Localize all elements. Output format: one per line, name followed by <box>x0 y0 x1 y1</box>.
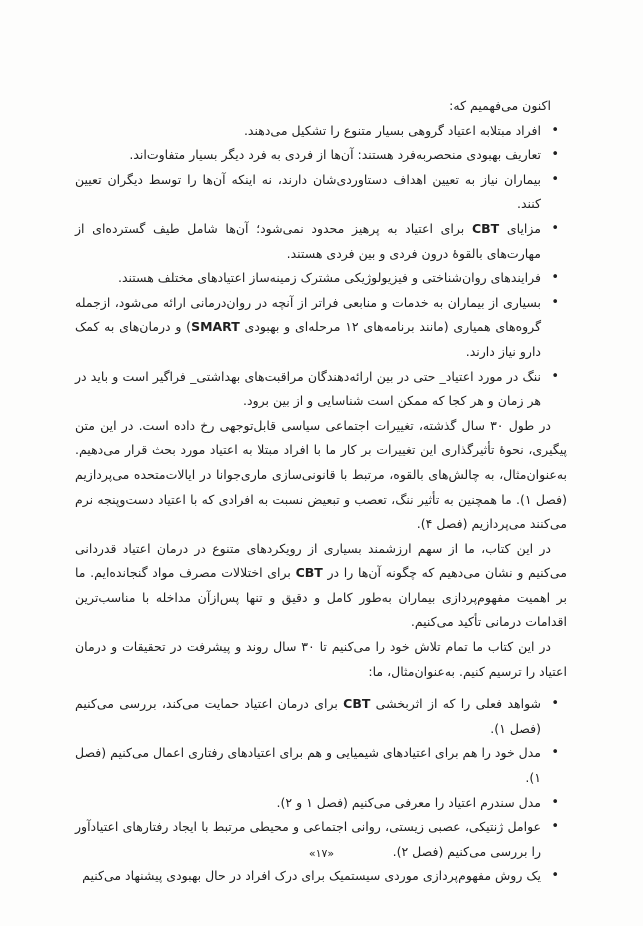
paragraph-3: در این کتاب ما تمام تلاش خود را می‌کنیم تا ۳۰ سال روند و پیشرفت در تحقیقات و درمان اعتیاد را ترسیم کنیم. به‌عنوان‌مثال، ما: <box>75 639 567 679</box>
list-item: • مدل سندرم اعتیاد را معرفی می‌کنیم (فصل ۱ و ۲). <box>75 791 567 816</box>
list-item: • عوامل ژنتیکی، عصبی زیستی، روانی اجتماعی و محیطی مرتبط با ایجاد رفتارهای اعتیادآور را بررسی می‌کنیم (فصل ۲). <box>75 815 567 864</box>
list-item: • ننگ در مورد اعتیاد_ حتی در بین ارائه‌دهندگان مراقبت‌های بهداشتی_ فراگیر است و باید در هر زمان و هر کجا که ممکن است شناسایی و از بین برود. <box>75 365 567 414</box>
bullet-list-overview <box>75 119 567 414</box>
paragraph-2: در این کتاب، ما از سهم ارزشمند بسیاری از رویکردهای متنوع در درمان اعتیاد قدردانی می‌کنیم و نشان می‌دهیم که چگونه آن‌ها را در CBT برای اختلالات مصرف مواد گنجانده‌ایم. ما بر اهمیت مفهوم‌پردازی بیماران به‌طور کامل و دقیق و تنها پس‌ازآن مداخله با مناسب‌ترین اقدامات درمانی تأکید می‌کنیم. <box>75 540 567 630</box>
list-item: • بسیاری از بیماران به خدمات و منابعی فراتر از آنچه در روان‌درمانی ارائه می‌شود، ازجمله گروه‌های همیاری (مانند برنامه‌های ۱۲ مرحله‌ای و بهبودی SMART) و درمان‌های به کمک دارو نیاز دارند. <box>75 291 567 365</box>
list-item: • بیماران نیاز به تعیین اهداف دستاوردی‌شان دارند، نه اینکه آن‌ها را توسط دیگران تعیین کنند. <box>75 168 567 217</box>
list-item: • مدل خود را هم برای اعتیادهای شیمیایی و هم برای اعتیادهای رفتاری اعمال می‌کنیم (فصل ۱). <box>75 741 567 790</box>
page-number: «۱۷» <box>308 847 335 860</box>
intro-line: اکنون می‌فهمیم که: <box>449 98 551 113</box>
list-item: • یک روش مفهوم‌پردازی موردی سیستمیک برای درک افراد در حال بهبودی پیشنهاد می‌کنیم <box>75 864 567 889</box>
page-body <box>75 94 567 889</box>
list-item: • مزایای CBT برای اعتیاد به پرهیز محدود نمی‌شود؛ آن‌ها شامل طیف گسترده‌ای از مهارت‌های بالقوۀ درون فردی و بین فردی هستند. <box>75 217 567 266</box>
paragraph-1: در طول ۳۰ سال گذشته، تغییرات اجتماعی سیاسی قابل‌توجهی رخ داده است. در این متن پیگیری، نحوۀ تأثیرگذاری این تغییرات بر کار ما با افراد مبتلا به اعتیاد مورد بحث قرار می‌دهیم. به‌عنوان‌مثال، به چالش‌های بالقوه، مرتبط با قانونی‌سازی ماری‌جوانا در ایالات‌متحده می‌پردازیم (فصل ۱). ما همچنین به تأثیر ننگ، تعصب و تبعیض نسبت به افرادی که با اعتیاد دست‌وپنجه نرم می‌کنند می‌پردازیم (فصل ۴). <box>75 417 567 532</box>
list-item: • تعاریف بهبودی منحصربه‌فرد هستند: آن‌ها از فردی به فرد دیگر بسیار متفاوت‌اند. <box>75 143 567 168</box>
list-item: • شواهد فعلی را که از اثربخشی CBT برای درمان اعتیاد حمایت می‌کند، بررسی می‌کنیم (فصل ۱). <box>75 692 567 741</box>
list-item: • فرایندهای روان‌شناختی و فیزیولوژیکی مشترک زمینه‌ساز اعتیادهای مختلف هستند. <box>75 266 567 291</box>
list-item: • افراد مبتلابه اعتیاد گروهی بسیار متنوع را تشکیل می‌دهند. <box>75 119 567 144</box>
